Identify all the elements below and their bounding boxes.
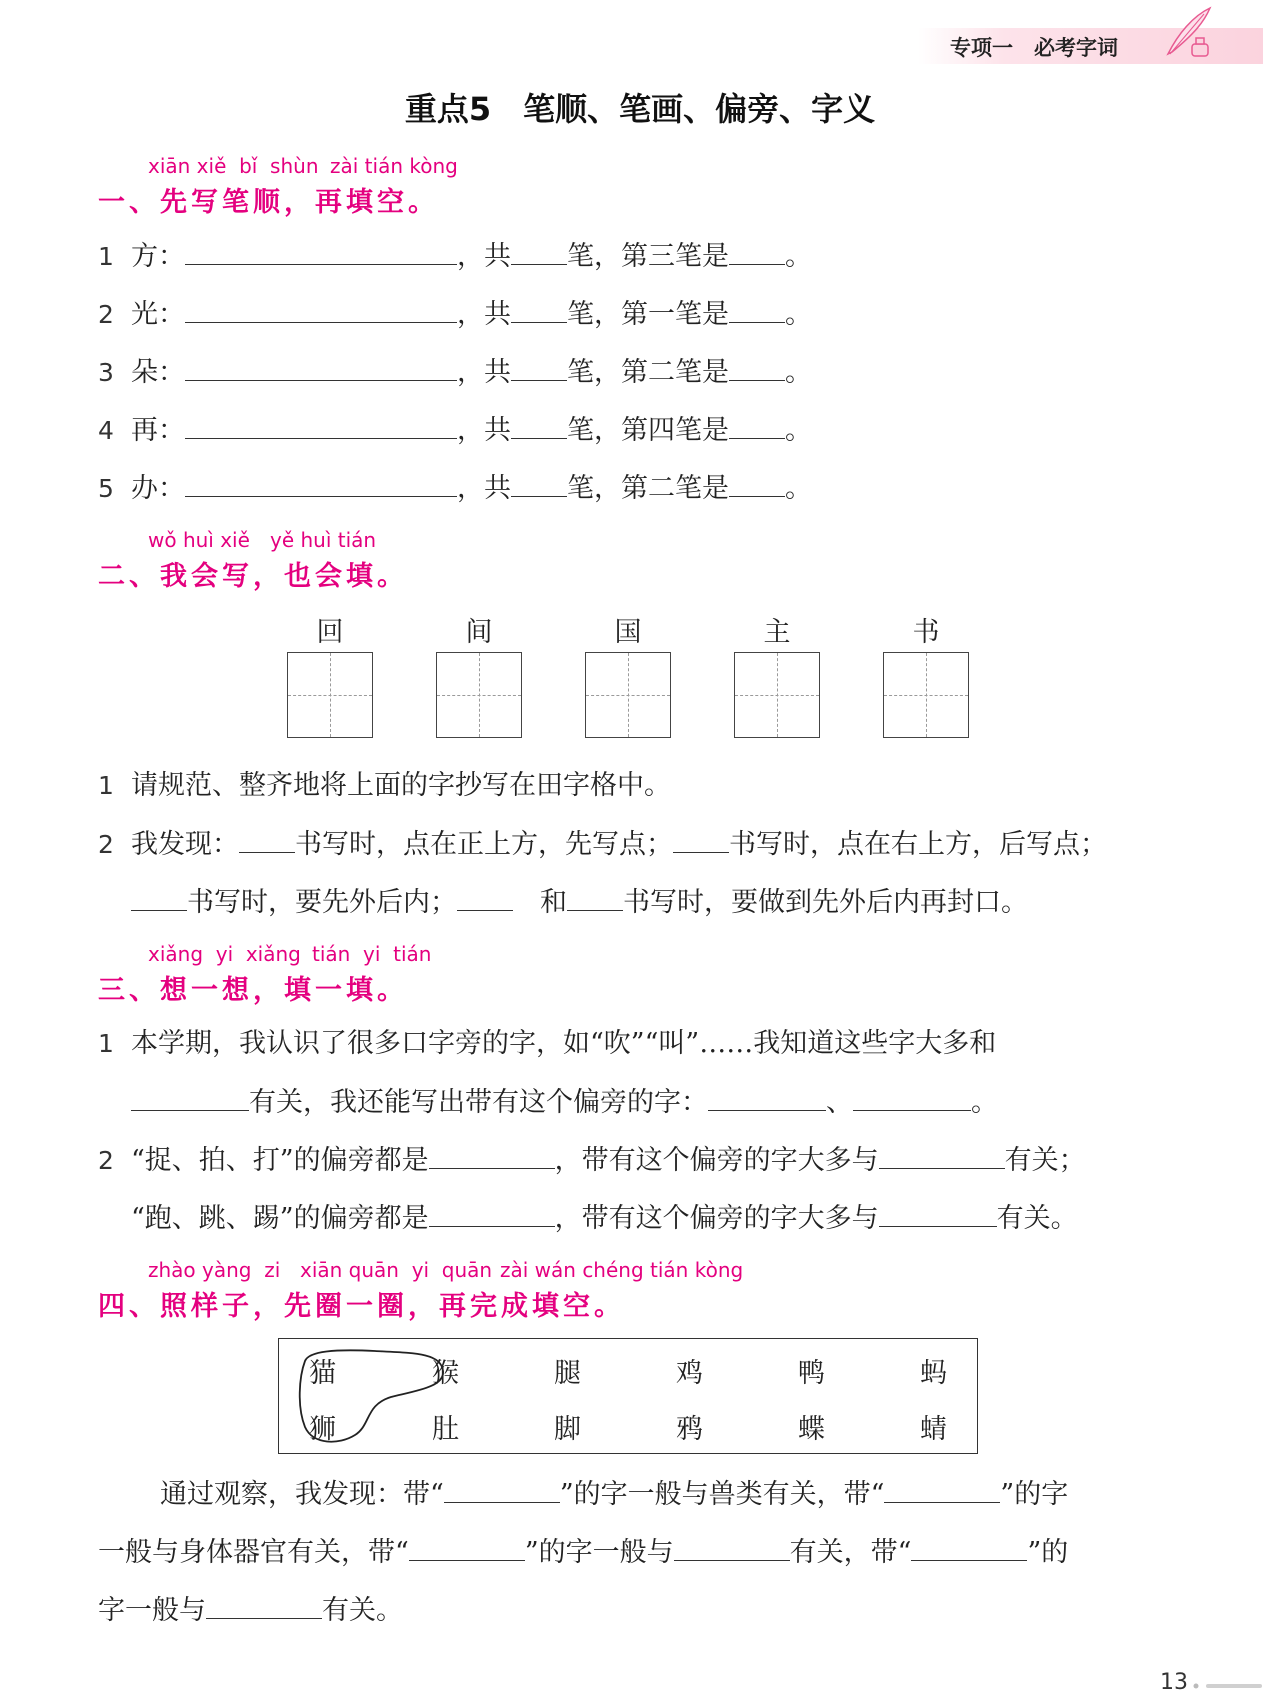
section1-pinyin-a: xiān xiě bǐ shùn: [148, 154, 319, 178]
section1-item-4: [98, 412, 812, 449]
answer-blank[interactable]: [708, 1084, 826, 1111]
box-char: 蚂: [920, 1358, 947, 1389]
item-number: 2: [98, 300, 114, 329]
box-char: 蜻: [920, 1414, 947, 1445]
question-text: ，带有这个偏旁的字大多与: [554, 1145, 879, 1176]
page-number: 13: [1160, 1670, 1188, 1695]
answer-blank[interactable]: [444, 1476, 560, 1503]
answer-blank[interactable]: [457, 884, 513, 911]
stroke-order-blank[interactable]: [185, 470, 457, 497]
para-text: ”的字一般与兽类有关，带“: [559, 1479, 885, 1510]
section4-para-line1: [160, 1476, 1068, 1513]
ink-bottle-icon: [1192, 44, 1208, 56]
stroke-count-blank[interactable]: [511, 470, 567, 497]
question-text: 书写时，要做到先外后内再封口。: [623, 887, 1028, 918]
section1-pinyin-b: zài tián kòng: [330, 154, 458, 178]
copy-char-1: 回: [316, 617, 344, 648]
para-text: ”的: [1027, 1537, 1069, 1568]
stroke-count-blank[interactable]: [511, 412, 567, 439]
section3-q1-line1: [98, 1026, 996, 1062]
box-char: 猴: [432, 1358, 459, 1389]
section2-q2-line2: [131, 884, 1028, 921]
para-text: 一般与身体器官有关，带“: [98, 1537, 409, 1568]
item-text: ，共: [457, 473, 511, 504]
question-text: 。: [971, 1087, 998, 1118]
para-text: ”的字一般与: [524, 1537, 674, 1568]
answer-blank[interactable]: [879, 1142, 1005, 1169]
stroke-order-blank[interactable]: [185, 412, 457, 439]
section3-title: 三、想一想，填一填。: [98, 975, 408, 1006]
copy-char-5: 书: [912, 617, 940, 648]
question-text: “跑、跳、踢”的偏旁都是: [131, 1203, 429, 1234]
item-char: 朵：: [131, 357, 185, 388]
section4-pinyin-a: zhào yàng zi: [148, 1258, 281, 1282]
answer-blank[interactable]: [911, 1534, 1027, 1561]
answer-blank[interactable]: [674, 1534, 790, 1561]
question-text: 和: [540, 887, 567, 918]
section4-pinyin-b: xiān quān yi quān: [300, 1258, 493, 1282]
copy-char-4: 主: [763, 617, 791, 648]
question-text: 本学期，我认识了很多口字旁的字，如“吹”“叫”……我知道这些字大多和: [131, 1028, 997, 1059]
question-text: 、: [826, 1087, 853, 1118]
question-text: 有关，我还能写出带有这个偏旁的字：: [249, 1087, 708, 1118]
section3-q2-line1: [98, 1142, 1086, 1179]
section1-item-2: [98, 296, 812, 333]
header-label: [950, 32, 1118, 62]
copy-char-2: 间: [465, 617, 493, 648]
box-char: 蝶: [798, 1414, 825, 1445]
section1-title: 一、先写笔顺，再填空。: [98, 187, 439, 218]
section1-item-5: [98, 470, 812, 507]
item-text: 。: [785, 241, 812, 272]
section1-item-3: [98, 354, 812, 391]
answer-blank[interactable]: [409, 1534, 525, 1561]
item-number: 3: [98, 358, 114, 387]
copy-char-3: 国: [614, 617, 642, 648]
section2-q2-line1: [98, 826, 1107, 863]
item-char: 方：: [131, 241, 185, 272]
item-text: 。: [785, 473, 812, 504]
stroke-order-blank[interactable]: [185, 354, 457, 381]
section2-q1: [98, 768, 671, 804]
box-char: 脚: [554, 1414, 581, 1445]
page-title: 重点5 笔顺、笔画、偏旁、字义: [404, 90, 876, 128]
stroke-answer-blank[interactable]: [729, 470, 785, 497]
answer-blank[interactable]: [673, 826, 729, 853]
stroke-answer-blank[interactable]: [729, 354, 785, 381]
section4-para-line2: [98, 1534, 1068, 1571]
para-text: 有关。: [322, 1595, 403, 1626]
question-number: 2: [98, 830, 114, 859]
item-text: 笔，第二笔是: [567, 473, 729, 504]
answer-blank[interactable]: [879, 1200, 997, 1227]
question-text: 有关；: [1004, 1145, 1086, 1176]
item-text: 笔，第三笔是: [567, 241, 729, 272]
stroke-order-blank[interactable]: [185, 238, 457, 265]
stroke-answer-blank[interactable]: [729, 238, 785, 265]
answer-blank[interactable]: [429, 1142, 555, 1169]
item-char: 光：: [131, 299, 185, 330]
answer-blank[interactable]: [239, 826, 295, 853]
box-char: 鸦: [676, 1414, 703, 1445]
section1-item-1: [98, 238, 812, 275]
answer-blank[interactable]: [131, 1084, 249, 1111]
box-char: 鸭: [798, 1358, 825, 1389]
answer-blank[interactable]: [429, 1200, 555, 1227]
item-text: 。: [785, 357, 812, 388]
stroke-count-blank[interactable]: [511, 296, 567, 323]
page-number-decoration: [1192, 1680, 1262, 1692]
section2-pinyin-b: yě huì tián: [270, 528, 377, 552]
item-text: ，共: [457, 241, 511, 272]
question-number: 1: [98, 1029, 114, 1058]
item-text: 笔，第四笔是: [567, 415, 729, 446]
box-char: 鸡: [676, 1358, 703, 1389]
box-char: 狮: [309, 1414, 336, 1445]
answer-blank[interactable]: [131, 884, 187, 911]
tian-grid-box[interactable]: [734, 652, 820, 738]
item-char: 办：: [131, 473, 185, 504]
question-text: “捉、拍、打”的偏旁都是: [131, 1145, 429, 1176]
section3-pinyin-b: tián yi tián: [312, 942, 432, 966]
question-text: 有关。: [996, 1203, 1078, 1234]
answer-blank[interactable]: [853, 1084, 971, 1111]
question-text: 请规范、整齐地将上面的字抄写在田字格中。: [131, 770, 671, 801]
tian-grid-box[interactable]: [883, 652, 969, 738]
section2-pinyin-a: wǒ huì xiě: [148, 528, 250, 552]
item-text: ，共: [457, 357, 511, 388]
question-text: 书写时，点在右上方，后写点；: [729, 829, 1107, 860]
tian-grid-box[interactable]: [436, 652, 522, 738]
answer-blank[interactable]: [206, 1592, 322, 1619]
stroke-count-blank[interactable]: [511, 238, 567, 265]
box-char: 猫: [309, 1358, 336, 1389]
box-char: 腿: [554, 1358, 581, 1389]
item-text: ，共: [457, 415, 511, 446]
answer-blank[interactable]: [884, 1476, 1000, 1503]
item-char: 再：: [131, 415, 185, 446]
para-text: 字一般与: [98, 1595, 206, 1626]
item-text: 。: [785, 415, 812, 446]
box-char: 肚: [432, 1414, 459, 1445]
stroke-answer-blank[interactable]: [729, 296, 785, 323]
header-section: 专项一: [950, 36, 1013, 60]
section4-pinyin-c: zài wán chéng tián kòng: [500, 1258, 744, 1282]
section3-pinyin-a: xiǎng yi xiǎng: [148, 942, 301, 966]
item-number: 5: [98, 474, 114, 503]
section4-para-line3: [98, 1592, 403, 1629]
item-number: 4: [98, 416, 114, 445]
item-text: 。: [785, 299, 812, 330]
stroke-answer-blank[interactable]: [729, 412, 785, 439]
para-text: 有关，带“: [789, 1537, 912, 1568]
section4-title: 四、照样子，先圈一圈，再完成填空。: [98, 1291, 625, 1322]
question-text: 书写时，点在正上方，先写点；: [295, 829, 673, 860]
question-text: ，带有这个偏旁的字大多与: [554, 1203, 879, 1234]
section3-q2-line2: [131, 1200, 1078, 1237]
tian-grid-box[interactable]: [585, 652, 671, 738]
character-box: [278, 1338, 978, 1454]
answer-blank[interactable]: [567, 884, 623, 911]
question-number: 1: [98, 771, 114, 800]
section3-q1-line2: [131, 1084, 998, 1121]
item-text: 笔，第二笔是: [567, 357, 729, 388]
item-text: ，共: [457, 299, 511, 330]
question-number: 2: [98, 1146, 114, 1175]
stroke-count-blank[interactable]: [511, 354, 567, 381]
item-number: 1: [98, 242, 114, 271]
section2-title: 二、我会写，也会填。: [98, 561, 408, 592]
feather-pen-icon: [1158, 4, 1218, 62]
question-text: 书写时，要先外后内；: [187, 887, 457, 918]
header-topic: 必考字词: [1034, 36, 1118, 60]
stroke-order-blank[interactable]: [185, 296, 457, 323]
question-text: 我发现：: [131, 829, 239, 860]
tian-grid-box[interactable]: [287, 652, 373, 738]
para-text: 通过观察，我发现：带“: [160, 1479, 444, 1510]
item-text: 笔，第一笔是: [567, 299, 729, 330]
para-text: ”的字: [1000, 1479, 1069, 1510]
